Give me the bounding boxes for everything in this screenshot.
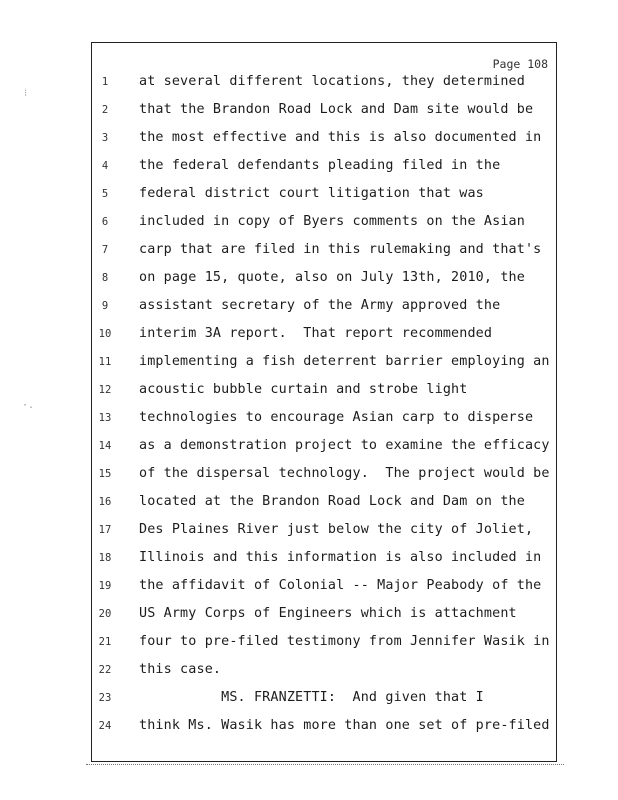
- line-number: 13: [98, 412, 112, 424]
- transcript-frame: [91, 42, 557, 762]
- transcript-line: at several different locations, they determined: [139, 74, 525, 89]
- line-number: 17: [98, 524, 112, 536]
- transcript-line: on page 15, quote, also on July 13th, 2010, the: [139, 270, 525, 285]
- transcript-line: of the dispersal technology. The project would be: [139, 466, 550, 481]
- bottom-rule: [86, 764, 564, 765]
- transcript-line: technologies to encourage Asian carp to disperse: [139, 410, 534, 425]
- transcript-line: the federal defendants pleading filed in the: [139, 158, 501, 173]
- transcript-line: assistant secretary of the Army approved the: [139, 298, 501, 313]
- transcript-line: four to pre-filed testimony from Jennifer Wasik in: [139, 634, 550, 649]
- transcript-line: implementing a fish deterrent barrier employing an: [139, 354, 550, 369]
- line-number: 10: [98, 328, 112, 340]
- transcript-line: acoustic bubble curtain and strobe light: [139, 382, 468, 397]
- margin-mark: ·.: [22, 400, 35, 411]
- line-number: 9: [101, 300, 109, 312]
- transcript-line: MS. FRANZETTI: And given that I: [139, 690, 484, 705]
- transcript-line: federal district court litigation that was: [139, 186, 484, 201]
- margin-mark: ⁝: [24, 88, 28, 99]
- line-number: 14: [98, 440, 112, 452]
- line-number: 22: [98, 664, 112, 676]
- line-number: 24: [98, 720, 112, 732]
- line-number: 18: [98, 552, 112, 564]
- page-number: Page 108: [492, 57, 548, 71]
- transcript-line: interim 3A report. That report recommended: [139, 326, 493, 341]
- line-number: 1: [101, 76, 109, 88]
- transcript-line: Illinois and this information is also included in: [139, 550, 542, 565]
- line-number: 20: [98, 608, 112, 620]
- line-number: 15: [98, 468, 112, 480]
- line-number: 19: [98, 580, 112, 592]
- line-number: 2: [101, 104, 109, 116]
- line-number: 11: [98, 356, 112, 368]
- transcript-line: Des Plaines River just below the city of Joliet,: [139, 522, 534, 537]
- line-number: 7: [101, 244, 109, 256]
- transcript-line: the affidavit of Colonial -- Major Peabody of the: [139, 578, 542, 593]
- transcript-line: as a demonstration project to examine the efficacy: [139, 438, 550, 453]
- line-number: 8: [101, 272, 109, 284]
- line-number: 6: [101, 216, 109, 228]
- line-number: 23: [98, 692, 112, 704]
- line-number: 21: [98, 636, 112, 648]
- transcript-line: located at the Brandon Road Lock and Dam on the: [139, 494, 525, 509]
- line-number: 4: [101, 160, 109, 172]
- transcript-line: the most effective and this is also documented in: [139, 130, 542, 145]
- transcript-line: US Army Corps of Engineers which is attachment: [139, 606, 517, 621]
- line-number: 12: [98, 384, 112, 396]
- transcript-line: included in copy of Byers comments on the Asian: [139, 214, 525, 229]
- transcript-line: think Ms. Wasik has more than one set of pre-filed: [139, 718, 550, 733]
- line-number: 16: [98, 496, 112, 508]
- transcript-line: that the Brandon Road Lock and Dam site would be: [139, 102, 534, 117]
- transcript-line: carp that are filed in this rulemaking and that's: [139, 242, 542, 257]
- line-number: 5: [101, 188, 109, 200]
- transcript-line: this case.: [139, 662, 222, 677]
- line-number: 3: [101, 132, 109, 144]
